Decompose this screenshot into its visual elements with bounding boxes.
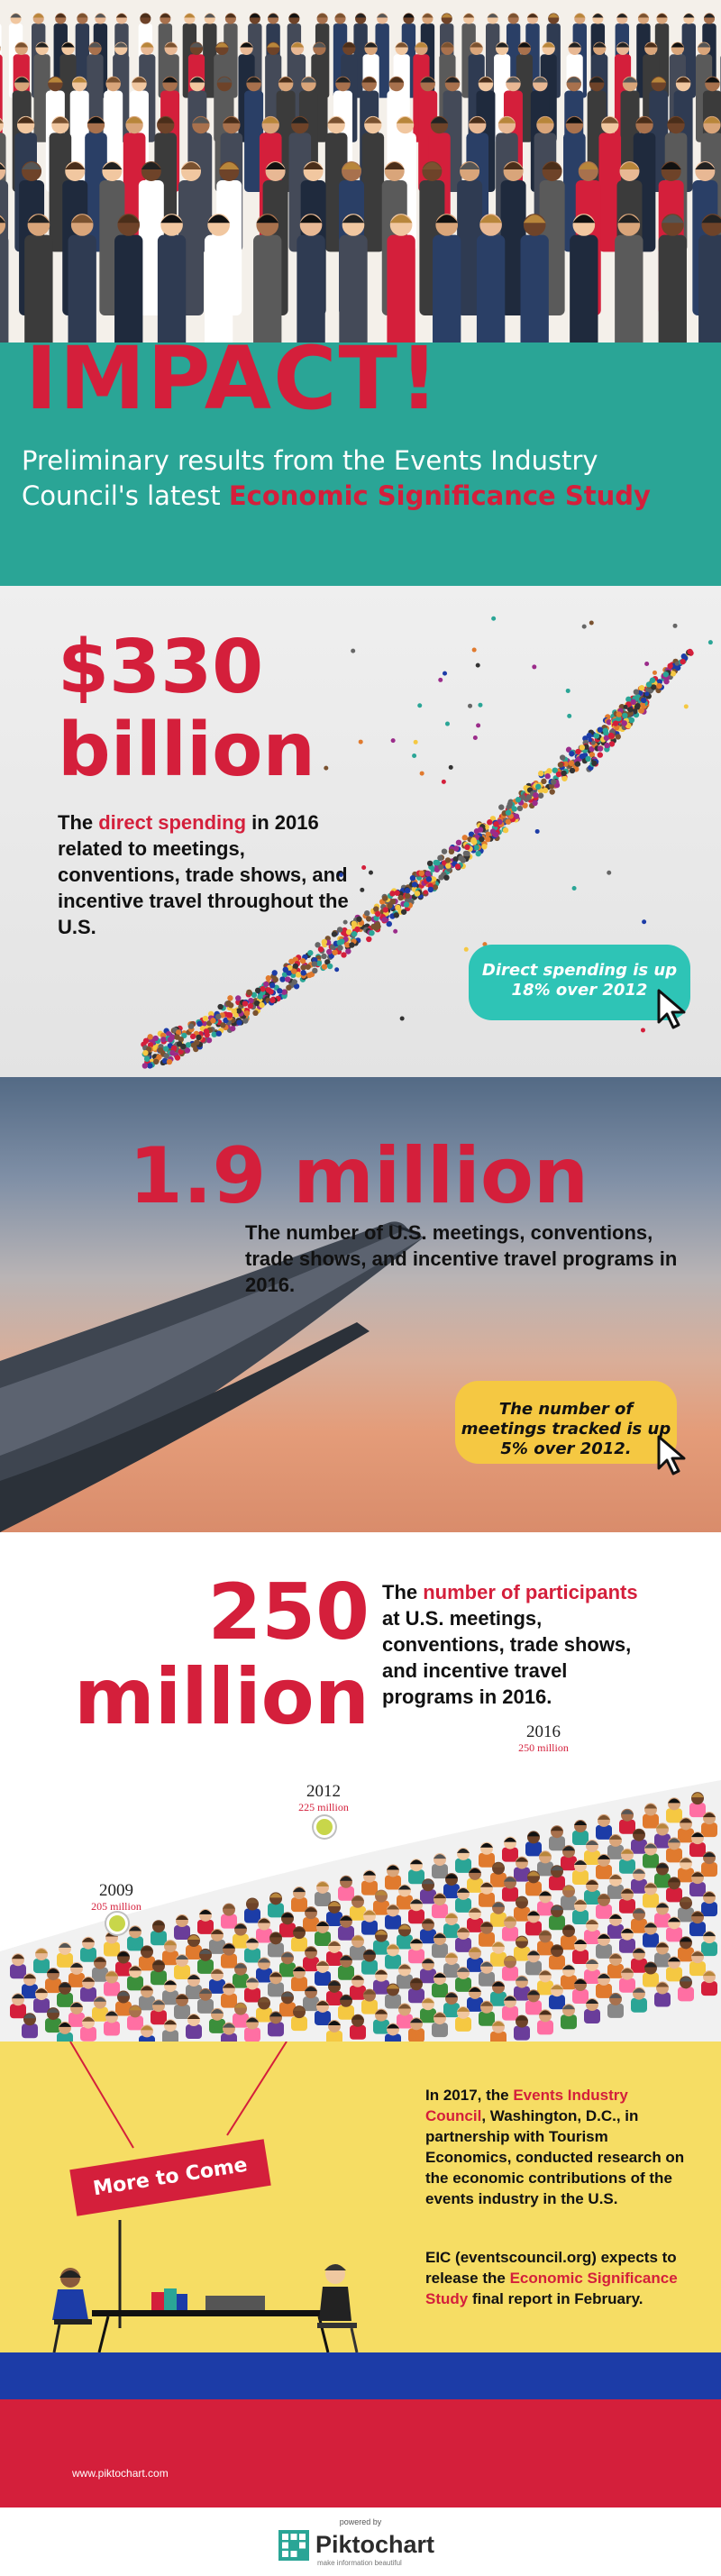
more-p1-prefix: In 2017, the (425, 2087, 514, 2104)
timeline-2012 (283, 1783, 364, 1813)
participants-desc-highlight: number of participants (423, 1581, 638, 1603)
more-p1-suffix: , Washington, D.C., in partnership with Tourism Economics, conducted research on the economic contributions of the events industry in the U.S. (425, 2107, 685, 2207)
cursor-icon (656, 1434, 689, 1475)
timeline-year: 2009 (99, 1881, 133, 1900)
meetings-callout: The number of meetings tracked is up 5% over 2012. (455, 1381, 677, 1464)
hero-section (0, 0, 721, 586)
cursor-icon (656, 988, 689, 1029)
participants-figure (72, 1567, 370, 1742)
timeline-marker (106, 1913, 128, 1934)
participants-desc-prefix: The (382, 1581, 424, 1603)
timeline-marker (314, 1816, 335, 1838)
piktochart-tagline: make information beautiful (317, 2559, 402, 2567)
crowd-illustration (0, 0, 721, 343)
participants-section (0, 1532, 721, 2042)
footer-stripe-blue (0, 2352, 721, 2399)
timeline-2009 (76, 1882, 157, 1913)
hero-subtitle-highlight: Economic Significance Study (228, 480, 651, 511)
participants-description (382, 1579, 653, 1710)
spending-callout: Direct spending is up 18% over 2012 (469, 945, 690, 1020)
footer-stripe-red (0, 2399, 721, 2507)
participants-desc-suffix: at U.S. meetings, conventions, trade shows, and incentive travel programs in 2016. (382, 1607, 632, 1708)
meetings-description: The number of U.S. meetings, conventions, trade shows, and incentive travel programs in 2016. (245, 1221, 678, 1296)
meetings-section (0, 1077, 721, 1532)
impact-title: IMPACT! (25, 328, 441, 429)
spending-figure-amount: $330 (58, 625, 264, 710)
more-paragraph-2 (425, 2247, 692, 2309)
timeline-2016 (503, 1723, 584, 1754)
hero-subtitle (22, 443, 671, 514)
more-p2-prefix: EIC (eventscouncil.org) expects to release the (425, 2249, 677, 2287)
meetings-figure: 1.9 million (129, 1131, 589, 1221)
footer (0, 2352, 721, 2576)
more-p2-highlight: Economic Significance Study (425, 2270, 678, 2307)
spending-figure (58, 626, 315, 792)
participants-figure-unit: million (74, 1652, 370, 1742)
more-p1-highlight: Events Industry Council (425, 2087, 628, 2124)
hero-subtitle-text: Preliminary results from the Events Industry Council's latest (22, 445, 598, 511)
powered-by-label: powered by (339, 2517, 382, 2526)
spending-description (58, 809, 355, 940)
more-p2-suffix: final report in February. (468, 2290, 643, 2307)
timeline-year: 2016 (526, 1722, 561, 1741)
more-to-come-banner: More to Come (69, 2139, 270, 2215)
piktochart-logo-icon[interactable] (278, 2529, 310, 2562)
timeline-year: 2012 (306, 1782, 341, 1801)
timeline-value: 205 million (91, 1900, 141, 1913)
spending-desc-prefix: The (58, 811, 99, 834)
more-to-come-section (0, 2042, 721, 2352)
spending-desc-highlight: direct spending (98, 811, 247, 834)
spending-desc-suffix: in 2016 related to meetings, conventions, trade shows, and incentive travel throughout the U.S. (58, 811, 349, 938)
piktochart-brand: Piktochart (315, 2531, 435, 2558)
piktochart-url-link[interactable]: www.piktochart.com (72, 2467, 169, 2480)
more-paragraph-1 (425, 2085, 692, 2209)
timeline-value: 225 million (298, 1801, 349, 1813)
spending-figure-unit: billion (58, 708, 315, 793)
timeline-value: 250 million (518, 1741, 569, 1754)
direct-spending-section (0, 586, 721, 1077)
participants-figure-number: 250 (207, 1567, 370, 1658)
